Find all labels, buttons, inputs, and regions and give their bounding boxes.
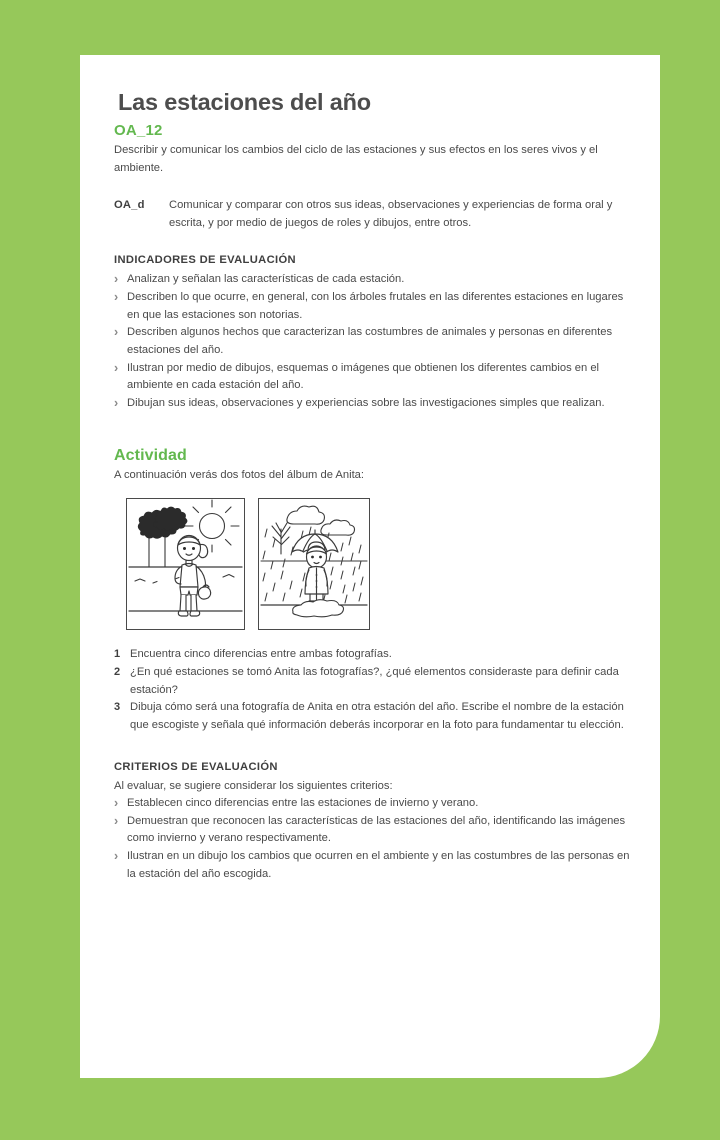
criteria-intro: Al evaluar, se sugiere considerar los siguientes criterios: [114, 779, 393, 792]
criteria-heading: CRITERIOS DE EVALUACIÓN [114, 760, 278, 773]
list-item: › Describen lo que ocurre, en general, con los árboles frutales en las diferentes estaciones en lugares en que las estaciones son notorias. [114, 289, 630, 324]
list-item: › Dibujan sus ideas, observaciones y experiencias sobre las investigaciones simples que realizan. [114, 395, 630, 413]
item-number: 2 [114, 665, 121, 678]
item-number: 1 [114, 648, 121, 661]
document-content [114, 88, 630, 883]
item-text: Dibuja cómo será una fotografía de Anita en otra estación del año. Escribe el nombre de la estación que escogiste y señala qué información deberás incorporar en la foto para fundamentar tu elección. [130, 701, 624, 731]
activity-heading: Actividad [114, 446, 187, 464]
secondary-objective-row [114, 197, 630, 232]
item-text: ¿En qué estaciones se tomó Anita las fotografías?, ¿qué elementos consideraste para definir cada estación? [130, 665, 619, 696]
item-number: 3 [114, 701, 121, 714]
winter-rain-scene-icon [259, 499, 369, 629]
list-item: › Demuestran que reconocen las características de las estaciones del año, identificando las imágenes como invierno y verano respectivamente. [114, 813, 630, 848]
list-item: › Ilustran en un dibujo los cambios que ocurren en el ambiente y en las costumbres de las personas en la estación del año escogida. [114, 848, 630, 883]
secondary-objective-text: Comunicar y comparar con otros sus ideas, observaciones y experiencias de forma oral y escrita, y por medio de juegos de roles y dibujos, entre otros. [169, 198, 613, 229]
list-item [114, 699, 630, 734]
list-item: › Ilustran por medio de dibujos, esquemas o imágenes que obtienen los diferentes cambios en el ambiente en cada estación del año. [114, 360, 630, 395]
list-item: › Analizan y señalan las características de cada estación. [114, 271, 630, 289]
activity-figures [126, 498, 630, 630]
indicators-list [114, 271, 630, 413]
summer-scene-icon [127, 499, 244, 629]
indicators-heading: INDICADORES DE EVALUACIÓN [114, 254, 296, 267]
activity-intro: A continuación verás dos fotos del álbum de Anita: [114, 468, 365, 481]
figure-summer-scene [126, 498, 245, 630]
criteria-list [114, 795, 630, 883]
secondary-objective-code: OA_d [114, 198, 145, 211]
list-item: › Establecen cinco diferencias entre las estaciones de invierno y verano. [114, 795, 630, 813]
document-page [80, 55, 660, 1078]
list-item: › Describen algunos hechos que caracterizan las costumbres de animales y personas en diferentes estaciones del año. [114, 324, 630, 359]
figure-winter-rain-scene [258, 498, 370, 630]
list-item [114, 646, 630, 664]
activity-questions [114, 646, 630, 734]
objective-code: OA_12 [114, 122, 163, 140]
item-text: Encuentra cinco diferencias entre ambas fotografías. [130, 648, 392, 661]
list-item [114, 664, 630, 699]
objective-description: Describir y comunicar los cambios del ciclo de las estaciones y sus efectos en los seres vivos y el ambiente. [114, 144, 598, 174]
page-title: Las estaciones del año [118, 89, 371, 115]
